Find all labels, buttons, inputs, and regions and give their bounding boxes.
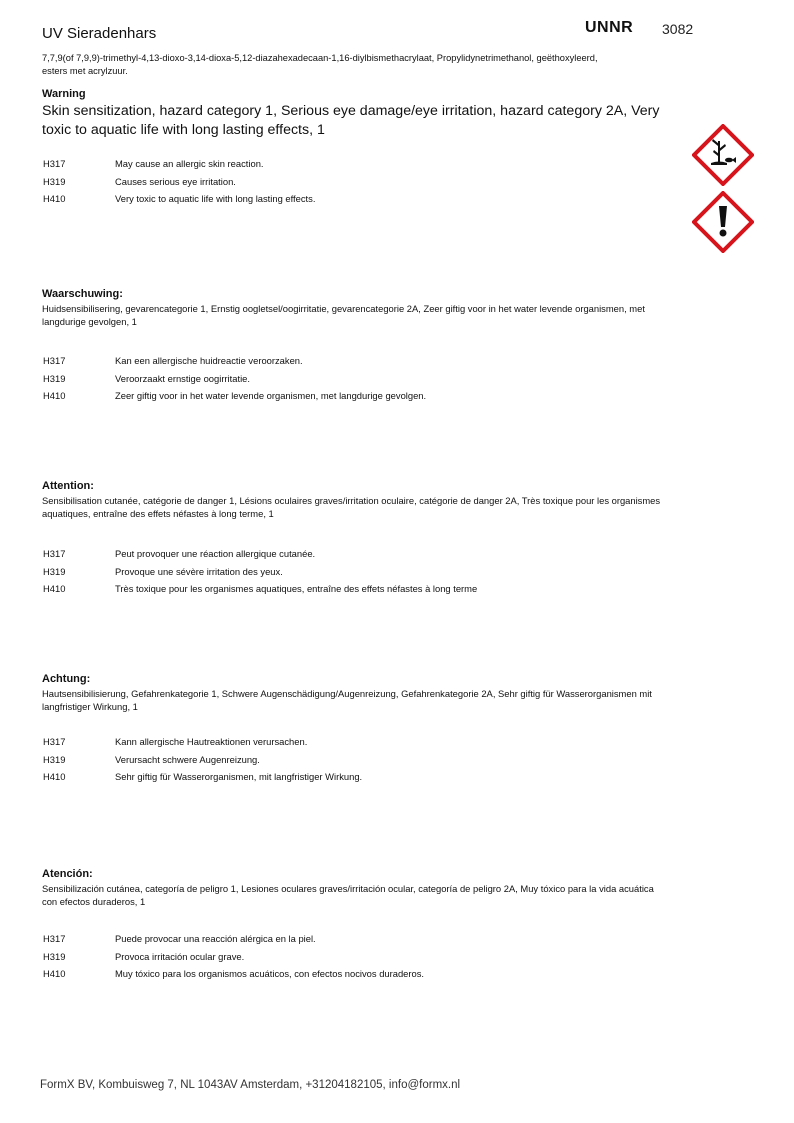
statement-row	[42, 751, 662, 769]
section-de	[42, 673, 662, 713]
section-es	[42, 868, 662, 908]
h-text: Kann allergische Hautreaktionen verursachen.	[115, 736, 308, 747]
company-footer: FormX BV, Kombuisweg 7, NL 1043AV Amsterdam, +31204182105, info@formx.nl	[40, 1079, 461, 1091]
unnr-label: UNNR	[585, 19, 634, 36]
h-text: Kan een allergische huidreactie veroorzaken.	[115, 355, 303, 366]
statement-row	[42, 155, 662, 173]
h-text: Puede provocar una reacción alérgica en la piel.	[115, 933, 316, 944]
statement-row	[42, 370, 662, 388]
ghs07-exclamation-mark-icon	[692, 191, 754, 253]
h-text: Peut provoquer une réaction allergique cutanée.	[115, 548, 316, 559]
hazard-classes: Sensibilisation cutanée, catégorie de danger 1, Lésions oculaires graves/irritation oculaire, catégorie de danger 2A, Très toxique pour les organismes aquatiques, entraîne des effets néfastes à long terme, 1	[42, 495, 661, 519]
h-code: H410	[43, 390, 66, 401]
h-code: H317	[43, 158, 66, 169]
h-code: H319	[43, 950, 66, 962]
h-text: Très toxique pour les organismes aquatiques, entraîne des effets néfastes à long terme	[115, 583, 478, 594]
h-code: H319	[43, 175, 66, 187]
section-en	[42, 88, 662, 140]
h-code: H410	[43, 968, 66, 979]
statement-row	[42, 930, 662, 948]
h-text: Causes serious eye irritation.	[115, 175, 236, 187]
unnr-number: 3082	[662, 21, 694, 37]
statement-row	[42, 545, 662, 563]
hazard-classes: Skin sensitization, hazard category 1, Serious eye damage/eye irritation, hazard category 2A, Very toxic to aquatic life with long lasting effects, 1	[42, 103, 660, 138]
statements-es	[42, 930, 662, 983]
h-code: H319	[43, 753, 66, 765]
statement-row	[42, 580, 662, 598]
h-text: Provoca irritación ocular grave.	[115, 950, 245, 962]
h-text: Veroorzaakt ernstige oogirritatie.	[115, 372, 250, 384]
ghs09-environment-icon	[692, 124, 754, 186]
signal-word: Atención:	[42, 868, 93, 880]
h-code: H319	[43, 565, 66, 577]
hazard-classes: Huidsensibilisering, gevarencategorie 1, Ernstig oogletsel/oogirritatie, gevarencategorie 2A, Zeer giftig voor in het water levende organismen, met langdurige gevolgen, 1	[42, 303, 645, 327]
statement-row	[42, 768, 662, 786]
h-code: H410	[43, 771, 66, 782]
signal-word: Warning	[42, 88, 86, 100]
statements-en	[42, 155, 662, 208]
statement-row	[42, 563, 662, 581]
h-code: H317	[43, 933, 66, 944]
statement-row	[42, 173, 662, 191]
statement-row	[42, 733, 662, 751]
h-text: Very toxic to aquatic life with long lasting effects.	[115, 193, 316, 204]
statement-row	[42, 190, 662, 208]
statement-row	[42, 387, 662, 405]
pictogram-border	[694, 126, 752, 184]
signal-word: Waarschuwing:	[42, 288, 123, 300]
h-code: H317	[43, 355, 66, 366]
h-code: H317	[43, 548, 66, 559]
h-code: H317	[43, 736, 66, 747]
statement-row	[42, 352, 662, 370]
h-code: H319	[43, 372, 66, 384]
section-fr	[42, 480, 662, 520]
statement-row	[42, 965, 662, 983]
section-nl	[42, 288, 662, 328]
product-title: UV Sieradenhars	[42, 25, 157, 42]
signal-word: Achtung:	[42, 673, 91, 685]
statements-de	[42, 733, 662, 786]
h-text: May cause an allergic skin reaction.	[115, 158, 264, 169]
h-text: Sehr giftig für Wasserorganismen, mit langfristiger Wirkung.	[115, 771, 363, 782]
hazard-classes: Hautsensibilisierung, Gefahrenkategorie 1, Schwere Augenschädigung/Augenreizung, Gefahrenkategorie 2A, Sehr giftig für Wasserorganismen mit langfristiger Wirkung, 1	[42, 688, 652, 712]
signal-word: Attention:	[42, 480, 94, 492]
h-code: H410	[43, 193, 66, 204]
statements-nl	[42, 352, 662, 405]
h-text: Zeer giftig voor in het water levende organismen, met langdurige gevolgen.	[115, 390, 427, 401]
composition-text: 7,7,9(of 7,9,9)-trimethyl-4,13-dioxo-3,14-dioxa-5,12-diazahexadecaan-1,16-diylbismethacrylaat, Propylidynetrimethanol, geëthoxyleerd, esters met acrylzuur.	[42, 53, 598, 76]
h-text: Muy tóxico para los organismos acuáticos, con efectos nocivos duraderos.	[115, 968, 425, 979]
statements-fr	[42, 545, 662, 598]
hazard-classes: Sensibilización cutánea, categoría de peligro 1, Lesiones oculares graves/irritación ocular, categoría de peligro 2A, Muy tóxico para la vida acuática con efectos duraderos, 1	[42, 883, 654, 907]
h-text: Provoque une sévère irritation des yeux.	[115, 565, 283, 577]
h-code: H410	[43, 583, 66, 594]
statement-row	[42, 948, 662, 966]
h-text: Verursacht schwere Augenreizung.	[115, 753, 260, 765]
